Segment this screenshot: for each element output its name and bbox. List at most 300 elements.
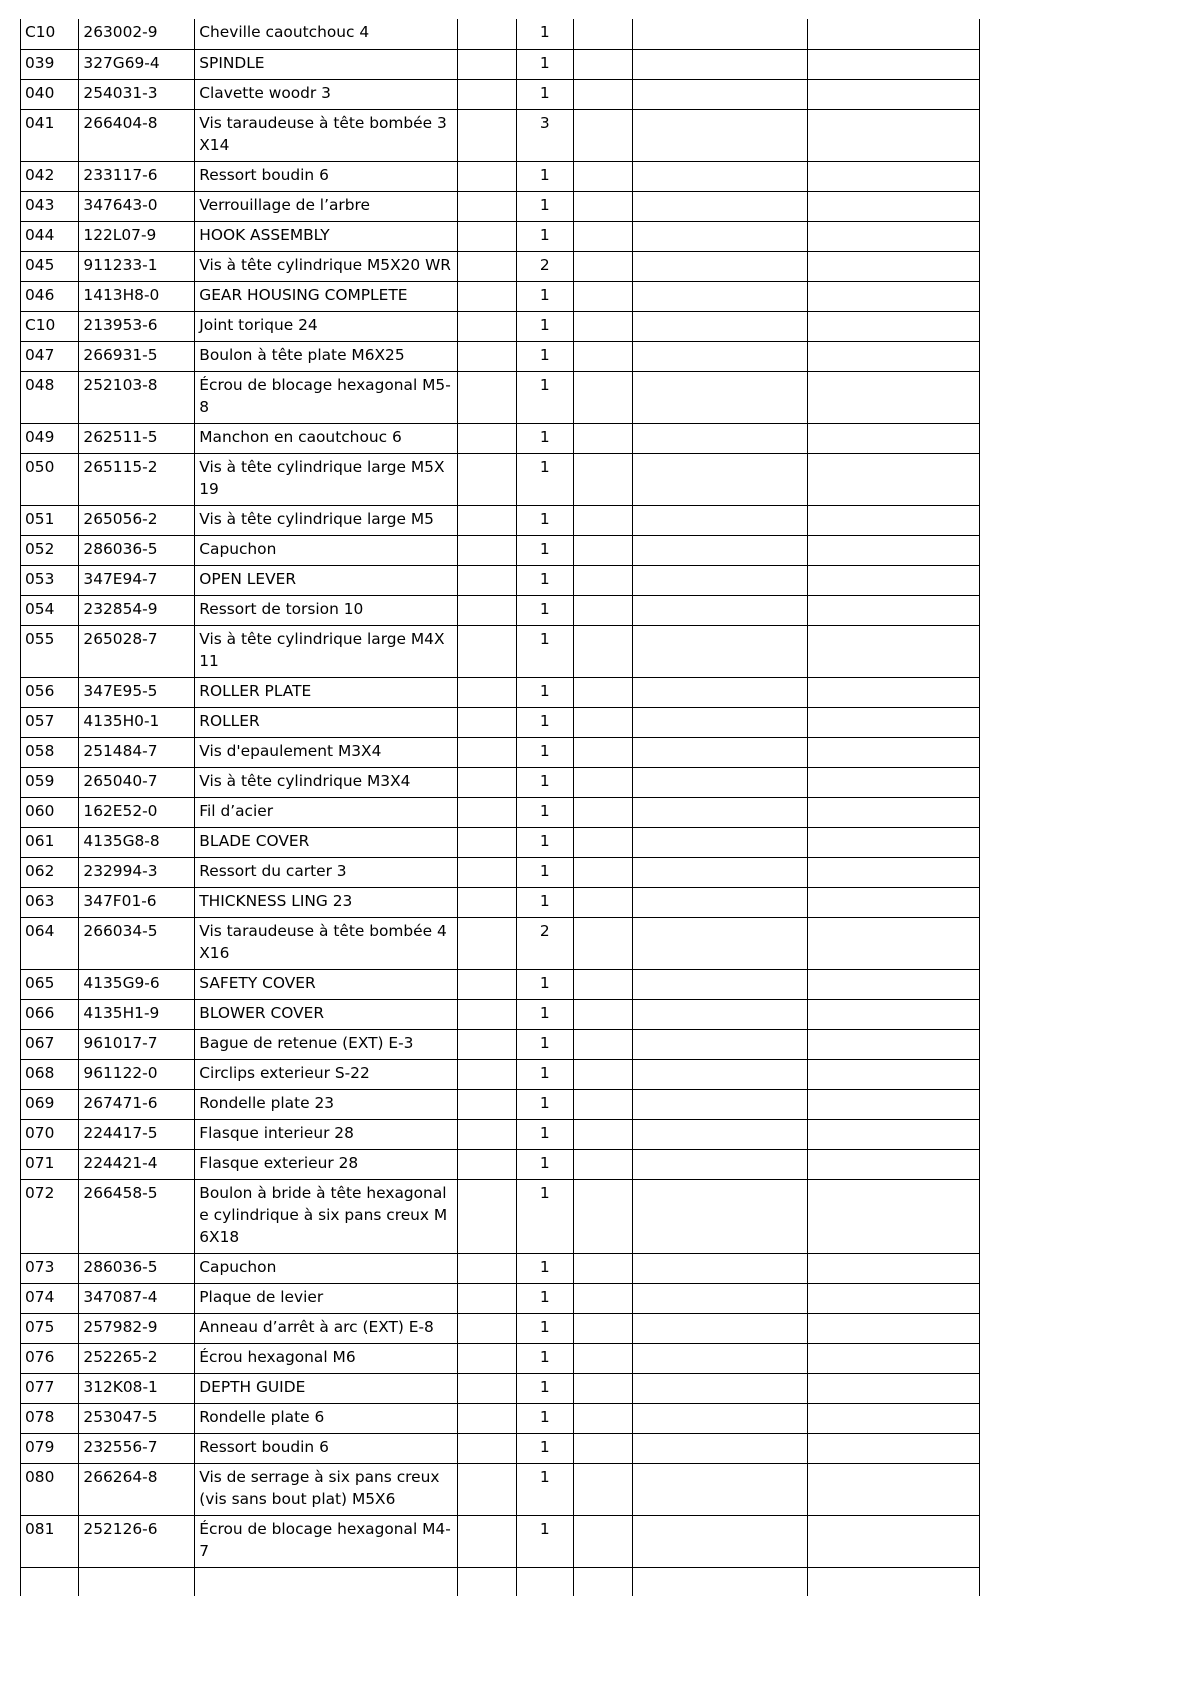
description-cell: Manchon en caoutchouc 6 <box>195 423 458 453</box>
item-number-cell: 074 <box>21 1283 79 1313</box>
table-row <box>21 767 980 797</box>
empty-cell <box>574 1119 633 1149</box>
quantity-cell: 1 <box>516 1463 573 1515</box>
empty-cell <box>807 109 979 161</box>
empty-cell <box>574 565 633 595</box>
empty-cell <box>633 1567 807 1596</box>
empty-cell <box>458 1029 516 1059</box>
quantity-cell: 1 <box>516 1179 573 1253</box>
empty-cell <box>458 505 516 535</box>
quantity-cell: 1 <box>516 49 573 79</box>
empty-cell <box>458 49 516 79</box>
description-cell: Écrou hexagonal M6 <box>195 1343 458 1373</box>
empty-cell <box>633 1149 807 1179</box>
quantity-cell: 1 <box>516 625 573 677</box>
empty-cell <box>807 1403 979 1433</box>
table-row <box>21 677 980 707</box>
table-row <box>21 251 980 281</box>
empty-cell <box>807 887 979 917</box>
empty-cell <box>807 1343 979 1373</box>
empty-cell <box>633 565 807 595</box>
quantity-cell: 1 <box>516 797 573 827</box>
quantity-cell: 3 <box>516 109 573 161</box>
table-row <box>21 191 980 221</box>
part-code-cell: 4135H1-9 <box>79 999 195 1029</box>
description-cell: Flasque exterieur 28 <box>195 1149 458 1179</box>
quantity-cell: 1 <box>516 677 573 707</box>
empty-cell <box>574 423 633 453</box>
item-number-cell: C10 <box>21 19 79 49</box>
empty-cell <box>807 737 979 767</box>
description-cell: Flasque interieur 28 <box>195 1119 458 1149</box>
quantity-cell: 1 <box>516 371 573 423</box>
description-cell: Ressort de torsion 10 <box>195 595 458 625</box>
empty-cell <box>458 1433 516 1463</box>
empty-cell <box>574 1343 633 1373</box>
item-number-cell: 076 <box>21 1343 79 1373</box>
empty-cell <box>574 341 633 371</box>
description-cell: BLOWER COVER <box>195 999 458 1029</box>
table-row <box>21 371 980 423</box>
item-number-cell: 080 <box>21 1463 79 1515</box>
parts-table-body <box>21 19 980 1596</box>
part-code-cell: 265040-7 <box>79 767 195 797</box>
empty-cell <box>807 1089 979 1119</box>
description-cell: BLADE COVER <box>195 827 458 857</box>
empty-cell <box>21 1567 79 1596</box>
table-row <box>21 1343 980 1373</box>
quantity-cell: 1 <box>516 565 573 595</box>
empty-cell <box>574 767 633 797</box>
item-number-cell: 061 <box>21 827 79 857</box>
description-cell: Boulon à tête plate M6X25 <box>195 341 458 371</box>
quantity-cell: 1 <box>516 79 573 109</box>
description-cell: Vis à tête cylindrique M3X4 <box>195 767 458 797</box>
part-code-cell: 263002-9 <box>79 19 195 49</box>
part-code-cell: 266034-5 <box>79 917 195 969</box>
empty-cell <box>633 595 807 625</box>
quantity-cell: 1 <box>516 423 573 453</box>
item-number-cell: 072 <box>21 1179 79 1253</box>
empty-cell <box>633 797 807 827</box>
empty-cell <box>633 999 807 1029</box>
empty-cell <box>458 969 516 999</box>
part-code-cell: 911233-1 <box>79 251 195 281</box>
table-row <box>21 969 980 999</box>
description-cell: SPINDLE <box>195 49 458 79</box>
description-cell: ROLLER PLATE <box>195 677 458 707</box>
description-cell: Vis à tête cylindrique M5X20 WR <box>195 251 458 281</box>
description-cell: Vis taraudeuse à tête bombée 3X14 <box>195 109 458 161</box>
empty-cell <box>574 707 633 737</box>
part-code-cell: 232994-3 <box>79 857 195 887</box>
empty-cell <box>458 857 516 887</box>
quantity-cell: 1 <box>516 827 573 857</box>
empty-cell <box>574 79 633 109</box>
table-row <box>21 1089 980 1119</box>
part-code-cell: 252126-6 <box>79 1515 195 1567</box>
part-code-cell: 252103-8 <box>79 371 195 423</box>
item-number-cell: 058 <box>21 737 79 767</box>
part-code-cell: 122L07-9 <box>79 221 195 251</box>
table-row <box>21 341 980 371</box>
table-row <box>21 595 980 625</box>
quantity-cell: 1 <box>516 19 573 49</box>
item-number-cell: 081 <box>21 1515 79 1567</box>
item-number-cell: 043 <box>21 191 79 221</box>
empty-cell <box>807 1433 979 1463</box>
empty-cell <box>807 1059 979 1089</box>
quantity-cell: 1 <box>516 341 573 371</box>
empty-cell <box>633 453 807 505</box>
quantity-cell: 1 <box>516 1059 573 1089</box>
empty-cell <box>574 371 633 423</box>
empty-cell <box>458 797 516 827</box>
item-number-cell: 047 <box>21 341 79 371</box>
empty-cell <box>458 827 516 857</box>
empty-cell <box>807 505 979 535</box>
item-number-cell: 050 <box>21 453 79 505</box>
empty-cell <box>574 797 633 827</box>
empty-cell <box>574 1373 633 1403</box>
description-cell: Capuchon <box>195 1253 458 1283</box>
quantity-cell: 1 <box>516 887 573 917</box>
empty-cell <box>574 1149 633 1179</box>
item-number-cell: 073 <box>21 1253 79 1283</box>
part-code-cell: 233117-6 <box>79 161 195 191</box>
part-code-cell: 224417-5 <box>79 1119 195 1149</box>
empty-cell <box>574 1029 633 1059</box>
quantity-cell: 1 <box>516 311 573 341</box>
part-code-cell: 1413H8-0 <box>79 281 195 311</box>
empty-cell <box>458 311 516 341</box>
description-cell: OPEN LEVER <box>195 565 458 595</box>
item-number-cell: 048 <box>21 371 79 423</box>
empty-cell <box>574 453 633 505</box>
item-number-cell: 079 <box>21 1433 79 1463</box>
item-number-cell: 069 <box>21 1089 79 1119</box>
table-row <box>21 625 980 677</box>
empty-cell <box>807 1515 979 1567</box>
table-row <box>21 1567 980 1596</box>
empty-cell <box>633 49 807 79</box>
empty-cell <box>633 1403 807 1433</box>
empty-cell <box>458 917 516 969</box>
item-number-cell: 065 <box>21 969 79 999</box>
empty-cell <box>458 79 516 109</box>
empty-cell <box>458 1515 516 1567</box>
part-code-cell: 347E95-5 <box>79 677 195 707</box>
item-number-cell: 075 <box>21 1313 79 1343</box>
empty-cell <box>458 1179 516 1253</box>
empty-cell <box>574 969 633 999</box>
description-cell: Boulon à bride à tête hexagonale cylindrique à six pans creux M6X18 <box>195 1179 458 1253</box>
empty-cell <box>633 1433 807 1463</box>
description-cell: Joint torique 24 <box>195 311 458 341</box>
empty-cell <box>633 1463 807 1515</box>
empty-cell <box>807 1029 979 1059</box>
part-code-cell: 327G69-4 <box>79 49 195 79</box>
table-row <box>21 1283 980 1313</box>
empty-cell <box>574 595 633 625</box>
quantity-cell: 1 <box>516 221 573 251</box>
empty-cell <box>807 969 979 999</box>
item-number-cell: 040 <box>21 79 79 109</box>
description-cell: ROLLER <box>195 707 458 737</box>
empty-cell <box>574 1403 633 1433</box>
empty-cell <box>633 767 807 797</box>
empty-cell <box>458 19 516 49</box>
empty-cell <box>574 535 633 565</box>
empty-cell <box>807 1149 979 1179</box>
table-row <box>21 505 980 535</box>
description-cell: Anneau d’arrêt à arc (EXT) E-8 <box>195 1313 458 1343</box>
empty-cell <box>458 1313 516 1343</box>
table-row <box>21 917 980 969</box>
empty-cell <box>807 797 979 827</box>
empty-cell <box>574 917 633 969</box>
quantity-cell: 1 <box>516 737 573 767</box>
empty-cell <box>458 109 516 161</box>
item-number-cell: 062 <box>21 857 79 887</box>
table-row <box>21 535 980 565</box>
empty-cell <box>807 1463 979 1515</box>
quantity-cell: 1 <box>516 707 573 737</box>
description-cell: GEAR HOUSING COMPLETE <box>195 281 458 311</box>
empty-cell <box>807 565 979 595</box>
empty-cell <box>574 109 633 161</box>
empty-cell <box>458 251 516 281</box>
empty-cell <box>807 311 979 341</box>
description-cell: THICKNESS LING 23 <box>195 887 458 917</box>
empty-cell <box>633 1029 807 1059</box>
part-code-cell: 251484-7 <box>79 737 195 767</box>
table-row <box>21 1463 980 1515</box>
empty-cell <box>574 1059 633 1089</box>
table-row <box>21 999 980 1029</box>
table-row <box>21 1119 980 1149</box>
item-number-cell: 060 <box>21 797 79 827</box>
table-row <box>21 1059 980 1089</box>
description-cell: Cheville caoutchouc 4 <box>195 19 458 49</box>
empty-cell <box>574 49 633 79</box>
empty-cell <box>458 1119 516 1149</box>
description-cell: Rondelle plate 23 <box>195 1089 458 1119</box>
empty-cell <box>574 1089 633 1119</box>
empty-cell <box>633 1059 807 1089</box>
quantity-cell: 2 <box>516 917 573 969</box>
empty-cell <box>574 251 633 281</box>
empty-cell <box>633 535 807 565</box>
table-row <box>21 19 980 49</box>
empty-cell <box>574 161 633 191</box>
empty-cell <box>807 341 979 371</box>
part-code-cell: 254031-3 <box>79 79 195 109</box>
part-code-cell: 267471-6 <box>79 1089 195 1119</box>
item-number-cell: 067 <box>21 1029 79 1059</box>
empty-cell <box>574 1433 633 1463</box>
quantity-cell: 1 <box>516 191 573 221</box>
empty-cell <box>458 1149 516 1179</box>
empty-cell <box>633 969 807 999</box>
empty-cell <box>633 737 807 767</box>
empty-cell <box>574 1179 633 1253</box>
empty-cell <box>574 221 633 251</box>
empty-cell <box>574 505 633 535</box>
empty-cell <box>458 595 516 625</box>
empty-cell <box>633 827 807 857</box>
empty-cell <box>807 1119 979 1149</box>
quantity-cell: 1 <box>516 1283 573 1313</box>
table-row <box>21 1515 980 1567</box>
empty-cell <box>807 767 979 797</box>
empty-cell <box>807 677 979 707</box>
part-code-cell: 961017-7 <box>79 1029 195 1059</box>
quantity-cell: 1 <box>516 453 573 505</box>
part-code-cell: 257982-9 <box>79 1313 195 1343</box>
table-row <box>21 1179 980 1253</box>
empty-cell <box>633 1373 807 1403</box>
item-number-cell: 041 <box>21 109 79 161</box>
description-cell: Ressort boudin 6 <box>195 1433 458 1463</box>
description-cell: Rondelle plate 6 <box>195 1403 458 1433</box>
empty-cell <box>633 341 807 371</box>
description-cell: Vis à tête cylindrique large M5X19 <box>195 453 458 505</box>
empty-cell <box>633 423 807 453</box>
empty-cell <box>458 1463 516 1515</box>
empty-cell <box>633 625 807 677</box>
quantity-cell: 1 <box>516 281 573 311</box>
empty-cell <box>458 999 516 1029</box>
table-row <box>21 221 980 251</box>
empty-cell <box>574 625 633 677</box>
table-row <box>21 827 980 857</box>
empty-cell <box>633 707 807 737</box>
empty-cell <box>807 49 979 79</box>
quantity-cell: 1 <box>516 535 573 565</box>
item-number-cell: 046 <box>21 281 79 311</box>
table-row <box>21 887 980 917</box>
part-code-cell: 265115-2 <box>79 453 195 505</box>
empty-cell <box>633 191 807 221</box>
part-code-cell: 266264-8 <box>79 1463 195 1515</box>
table-row <box>21 1373 980 1403</box>
item-number-cell: 078 <box>21 1403 79 1433</box>
empty-cell <box>633 281 807 311</box>
item-number-cell: 042 <box>21 161 79 191</box>
table-row <box>21 1313 980 1343</box>
empty-cell <box>458 625 516 677</box>
empty-cell <box>633 1119 807 1149</box>
parts-table <box>20 19 980 1596</box>
part-code-cell: 4135G9-6 <box>79 969 195 999</box>
quantity-cell: 1 <box>516 999 573 1029</box>
part-code-cell: 162E52-0 <box>79 797 195 827</box>
quantity-cell: 1 <box>516 1119 573 1149</box>
empty-cell <box>458 161 516 191</box>
quantity-cell: 2 <box>516 251 573 281</box>
description-cell: Ressort boudin 6 <box>195 161 458 191</box>
quantity-cell: 1 <box>516 1403 573 1433</box>
empty-cell <box>574 1253 633 1283</box>
quantity-cell: 1 <box>516 1515 573 1567</box>
item-number-cell: 045 <box>21 251 79 281</box>
empty-cell <box>633 371 807 423</box>
empty-cell <box>574 281 633 311</box>
part-code-cell: 4135H0-1 <box>79 707 195 737</box>
part-code-cell: 266931-5 <box>79 341 195 371</box>
empty-cell <box>458 191 516 221</box>
empty-cell <box>633 79 807 109</box>
empty-cell <box>807 251 979 281</box>
table-row <box>21 857 980 887</box>
empty-cell <box>516 1567 573 1596</box>
quantity-cell: 1 <box>516 1433 573 1463</box>
part-code-cell: 4135G8-8 <box>79 827 195 857</box>
description-cell: Écrou de blocage hexagonal M4-7 <box>195 1515 458 1567</box>
empty-cell <box>458 221 516 251</box>
table-row <box>21 737 980 767</box>
description-cell: Vis de serrage à six pans creux (vis sans bout plat) M5X6 <box>195 1463 458 1515</box>
empty-cell <box>458 423 516 453</box>
item-number-cell: 055 <box>21 625 79 677</box>
item-number-cell: 049 <box>21 423 79 453</box>
table-row <box>21 311 980 341</box>
description-cell: Capuchon <box>195 535 458 565</box>
empty-cell <box>807 917 979 969</box>
empty-cell <box>458 707 516 737</box>
item-number-cell: 070 <box>21 1119 79 1149</box>
part-code-cell: 224421-4 <box>79 1149 195 1179</box>
item-number-cell: 053 <box>21 565 79 595</box>
empty-cell <box>807 1313 979 1343</box>
description-cell: Plaque de levier <box>195 1283 458 1313</box>
empty-cell <box>807 453 979 505</box>
part-code-cell: 262511-5 <box>79 423 195 453</box>
quantity-cell: 1 <box>516 969 573 999</box>
empty-cell <box>458 1059 516 1089</box>
table-row <box>21 1433 980 1463</box>
item-number-cell: 054 <box>21 595 79 625</box>
empty-cell <box>633 109 807 161</box>
item-number-cell: 064 <box>21 917 79 969</box>
empty-cell <box>633 917 807 969</box>
empty-cell <box>574 737 633 767</box>
empty-cell <box>633 505 807 535</box>
empty-cell <box>633 19 807 49</box>
empty-cell <box>458 1089 516 1119</box>
part-code-cell: 286036-5 <box>79 535 195 565</box>
empty-cell <box>633 1179 807 1253</box>
empty-cell <box>633 1089 807 1119</box>
empty-cell <box>458 677 516 707</box>
empty-cell <box>807 221 979 251</box>
item-number-cell: 068 <box>21 1059 79 1089</box>
table-row <box>21 109 980 161</box>
table-row <box>21 565 980 595</box>
table-row <box>21 49 980 79</box>
empty-cell <box>458 767 516 797</box>
empty-cell <box>633 1313 807 1343</box>
quantity-cell: 1 <box>516 1343 573 1373</box>
part-code-cell: 347087-4 <box>79 1283 195 1313</box>
part-code-cell: 265056-2 <box>79 505 195 535</box>
description-cell: Écrou de blocage hexagonal M5-8 <box>195 371 458 423</box>
empty-cell <box>633 1283 807 1313</box>
part-code-cell: 266404-8 <box>79 109 195 161</box>
empty-cell <box>807 1253 979 1283</box>
empty-cell <box>458 1567 516 1596</box>
